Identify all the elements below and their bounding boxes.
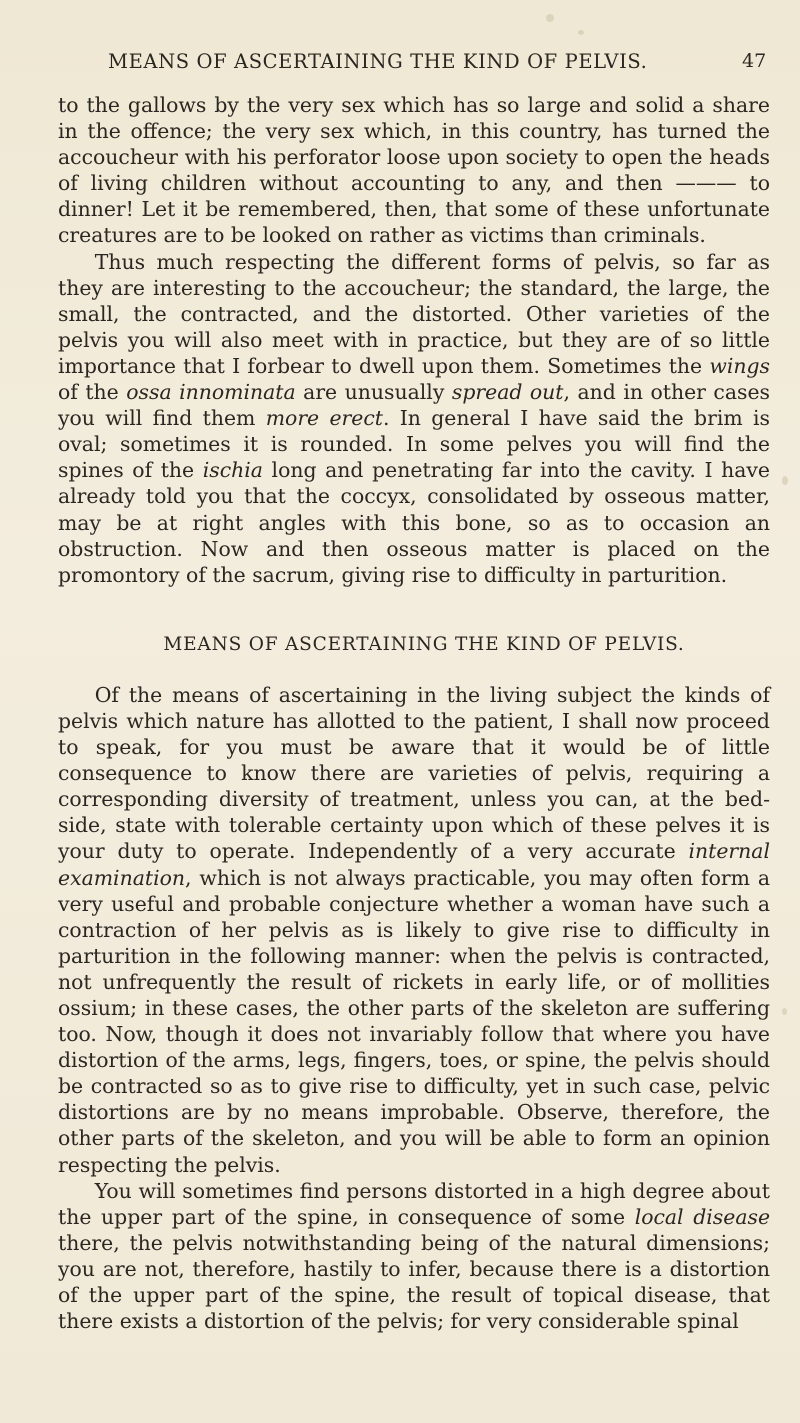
paper-spot: [546, 14, 554, 22]
body-text: [58, 92, 770, 1334]
section-heading: MEANS OF ASCERTAINING THE KIND OF PELVIS.: [163, 633, 685, 655]
italic-text: local disease: [634, 1204, 771, 1229]
running-head: MEANS OF ASCERTAINING THE KIND OF PELVIS.: [108, 50, 648, 73]
italic-text: ossa innominata: [126, 380, 296, 405]
text-run: . In general I have said the brim is oval; sometimes it is rounded. In some pelves you will find the spines of the: [58, 406, 770, 483]
text-run: You will sometimes find persons distorted in a high degree about the upper part of the spine, in consequence of some: [58, 1178, 770, 1229]
italic-text: internal examination: [58, 839, 770, 890]
text-run: , and in other cases you will find them: [58, 380, 770, 431]
paragraph-means-of-ascertaining: [58, 682, 770, 1178]
text-run: Thus much respecting the different forms of pelvis, so far as they are interesting to the accoucheur; the standard, the large, the small, the contracted, and the distorted. Other varieties of the pelvis you will also meet with in practice, but they are of so little importance that I forbear to dwell upon them. Sometimes the: [58, 249, 770, 378]
paragraph-spinal-distortion: [58, 1178, 770, 1335]
paper-spot: [782, 476, 788, 485]
paper-spot: [782, 1008, 787, 1015]
paragraph-continuation: [58, 92, 770, 249]
text-run: of the: [58, 380, 127, 405]
text-run: Of the means of ascertaining in the living subject the kinds of pelvis which nature has allotted to the patient, I shall now proceed to speak, for you must be aware that it would be of little consequence to know there are varieties of pelvis, requiring a corresponding diversity of treatment, unless you can, at the bed-side, state with tolerable certainty upon which of these pelves it is your duty to operate. Independently of a very accurate: [58, 682, 770, 864]
italic-text: wings: [709, 353, 770, 378]
text-run: to the gallows by the very sex which has so large and solid a share in the offence; the very sex which, in this country, has turned the accoucheur with his perforator loose upon society to open the heads of living children without accounting to any, and then ——— to dinner! Let it be remembered, then, that some of these unfortunate creatures are to be looked on rather as victims than criminals.: [58, 93, 770, 248]
paragraph-pelvis-varieties: [58, 249, 770, 588]
italic-text: spread out: [451, 380, 564, 405]
italic-text: more erect: [265, 406, 383, 431]
text-run: are unusually: [295, 380, 452, 405]
text-run: there, the pelvis notwithstanding being of the natural dimensions; you are not, therefore, hastily to infer, because there is a distortion of the upper part of the spine, the result of topical disease, that there exists a distortion of the pelvis; for very considerable spinal: [58, 1230, 770, 1334]
text-run: , which is not always practicable, you may often form a very useful and probable conjecture whether a woman have such a contraction of her pelvis as is likely to give rise to difficulty in parturition in the following manner: when the pelvis is contracted, not unfrequently the result of rickets in early life, or of mollities ossium; in these cases, the other parts of the skeleton are suffering too. Now, though it does not invariably follow that where you have distortion of the arms, legs, fingers, toes, or spine, the pelvis should be contracted so as to give rise to difficulty, yet in such case, pelvic distortions are by no means improbable. Observe, therefore, the other parts of the skeleton, and you will be able to form an opinion respecting the pelvis.: [58, 865, 770, 1177]
paper-spot: [578, 30, 584, 35]
italic-text: ischia: [202, 458, 263, 483]
text-run: long and penetrating far into the cavity. I have already told you that the coccyx, consolidated by osseous matter, may be at right angles with this bone, so as to occasion an obstruction. Now and then osseous matter is placed on the promontory of the sacrum, giving rise to difficulty in parturition.: [58, 458, 770, 587]
page-number: 47: [742, 50, 767, 72]
